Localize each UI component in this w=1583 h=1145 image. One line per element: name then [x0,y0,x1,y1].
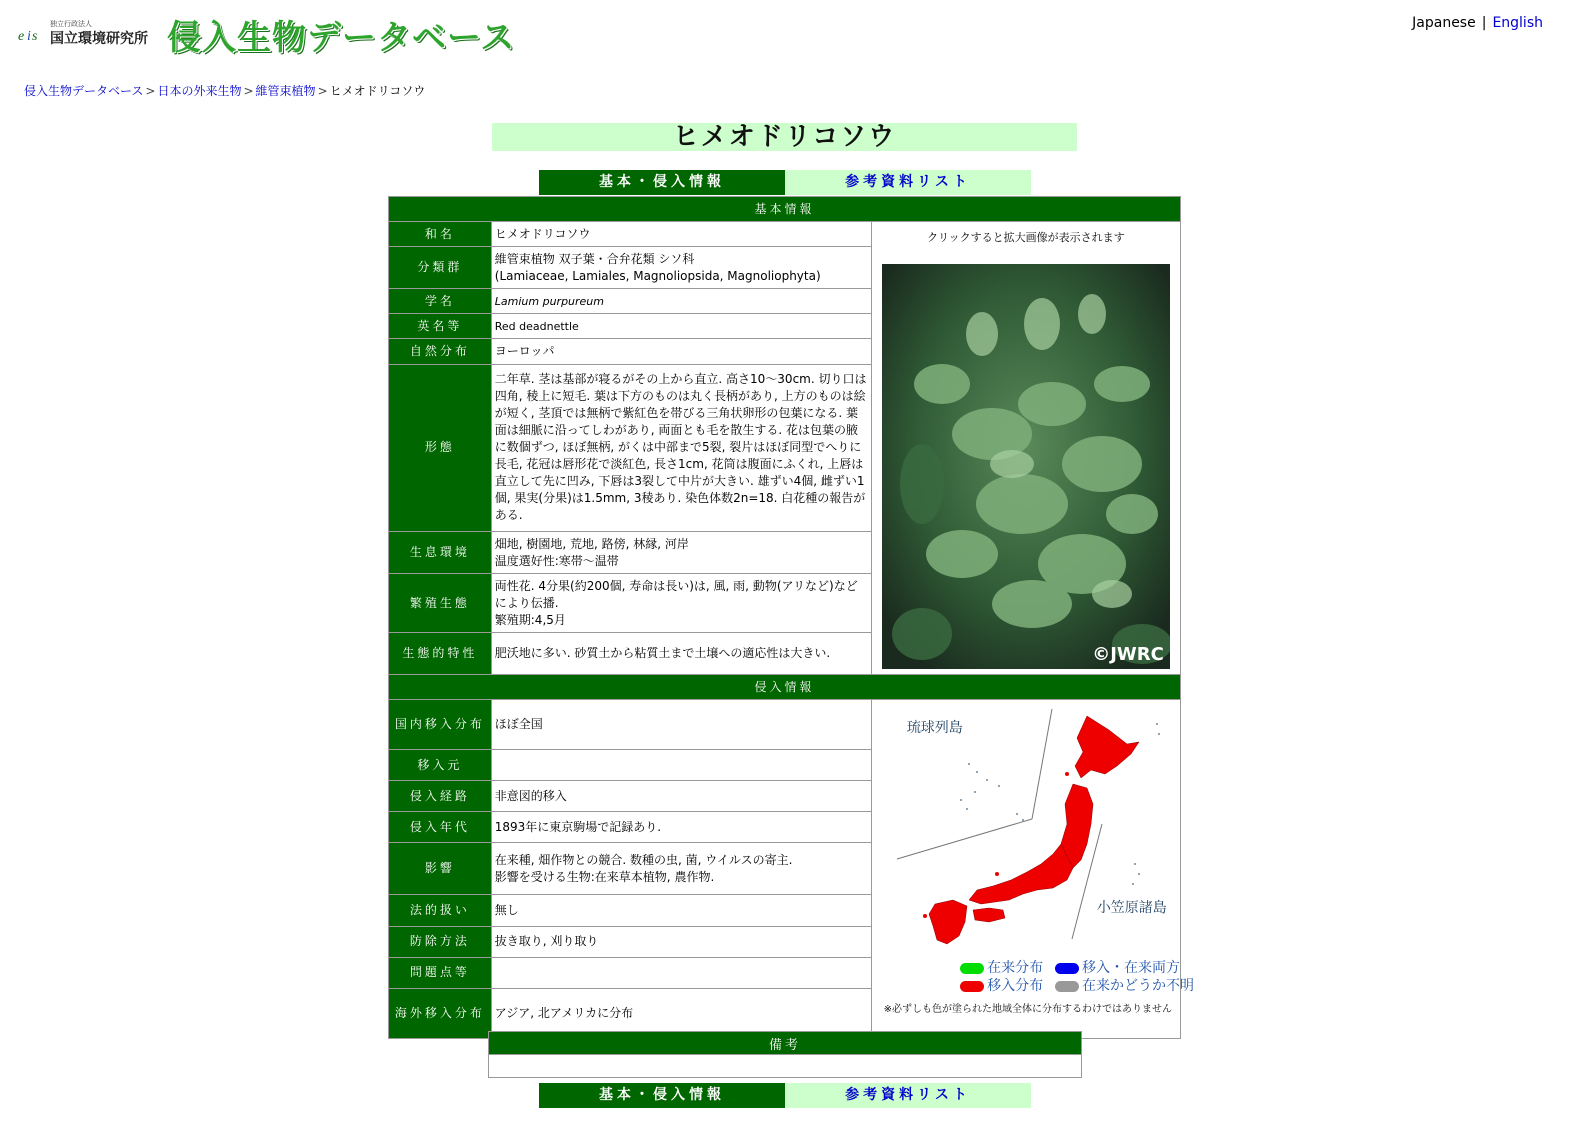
map-note: ※必ずしも色が塗られた地域全体に分布するわけではありません [883,1004,1172,1015]
label-natural-distribution: 自然分布 [389,339,492,364]
label-ecological-traits: 生態的特性 [389,632,492,674]
habitat-text: 畑地, 樹園地, 荒地, 路傍, 林縁, 河岸 [494,536,689,551]
language-switch [1412,15,1543,31]
label-habitat: 生息環境 [389,532,492,574]
value-invasion-pathway: 非意図的移入 [491,781,871,812]
section-header-remarks: 備考 [489,1032,1082,1055]
header [0,0,1583,70]
label-domestic-distribution: 国内移入分布 [389,700,492,750]
map-cell [871,700,1195,1039]
value-invasion-period: 1893年に東京駒場で記録あり. [491,812,871,843]
value-english-name: Red deadnettle [491,314,871,339]
breadcrumb-separator: > [243,84,254,98]
reproduction-text: 両性花. 4分果(約200個, 寿命は長い)は, 風, 雨, 動物(アリなど)などにより伝播. [494,578,858,610]
svg-text:e: e [18,29,25,43]
breadcrumb-link-alien-species[interactable]: 日本の外来生物 [157,84,242,98]
label-legal-status: 法的扱い [389,895,492,926]
value-issues [491,957,871,988]
legend-item-introduced [953,978,1051,995]
tab-reference-list[interactable]: 参考資料リスト [785,170,1031,195]
label-scientific-name: 学名 [389,289,492,314]
label-impact: 影響 [389,843,492,895]
impact-text: 在来種, 畑作物との競合. 数種の虫, 菌, ウイルスの寄主. [494,852,793,867]
breadcrumb [24,82,425,99]
breadcrumb-current: ヒメオドリコソウ [329,84,426,98]
legend-dot-blue [1055,963,1079,974]
taxon-group-japanese: 維管束植物 双子葉・合弁花類 シソ科 [494,251,695,266]
value-scientific-name: Lamium purpureum [491,289,871,314]
affected-organisms: 影響を受ける生物:在来草本植物, 農作物. [494,869,715,884]
breadcrumb-separator: > [317,84,328,98]
section-header-invasion-info: 侵入情報 [389,675,1181,700]
label-invasion-period: 侵入年代 [389,812,492,843]
svg-text:s: s [32,29,38,43]
breadcrumb-separator: > [145,84,156,98]
label-morphology: 形態 [389,364,492,532]
image-credit: ©JWRC [1092,644,1164,665]
photo-cell [871,222,1180,675]
section-header-basic-info: 基本情報 [389,197,1181,222]
nies-logo-icon [18,25,46,43]
legend-label-unknown: 在来かどうか不明 [1082,978,1195,994]
value-overseas-distribution: アジア, 北アメリカに分布 [491,989,871,1039]
tab-basic-invasion-info[interactable]: 基本・侵入情報 [539,170,785,195]
remarks-table [488,1031,1082,1078]
map-legend [923,960,1195,996]
value-domestic-distribution: ほぼ全国 [491,700,871,750]
map-label-ryukyu: 琉球列島 [906,720,963,736]
label-taxon-group: 分類群 [389,247,492,289]
value-control-methods: 抜き取り, 刈り取り [491,926,871,957]
distribution-map [877,704,1195,1034]
value-remarks [489,1055,1082,1078]
value-taxon-group [491,247,871,289]
lang-english-link[interactable]: English [1492,15,1543,31]
label-english-name: 英名等 [389,314,492,339]
value-ecological-traits: 肥沃地に多い. 砂質土から粘質土まで土壌への適応性は大きい. [491,632,871,674]
value-source-region [491,749,871,780]
legend-label-native: 在来分布 [987,960,1044,976]
legend-item-unknown [1055,978,1195,995]
value-habitat [491,532,871,574]
value-impact [491,843,871,895]
legend-label-both: 移入・在来両方 [1082,960,1181,976]
org-name: 国立環境研究所 [50,31,148,47]
legend-dot-gray [1055,981,1079,992]
label-reproduction: 繁殖生態 [389,574,492,633]
legend-item-both [1055,960,1181,977]
species-info-table [388,196,1195,1039]
label-japanese-name: 和名 [389,222,492,247]
svg-text:i: i [27,29,31,43]
label-issues: 問題点等 [389,957,492,988]
breadcrumb-link-database[interactable]: 侵入生物データベース [24,84,144,98]
tab-reference-list-bottom[interactable]: 参考資料リスト [785,1083,1031,1108]
value-legal-status: 無し [491,895,871,926]
value-morphology: 二年草. 茎は基部が寝るがその上から直立. 高さ10～30cm. 切り口は四角, 稜上に短毛. 葉は下方のものは丸く長柄があり, 上方のものは絵が短く, 茎頂では無柄で紫紅色を帯びる三角状卵形の包葉になる. 葉面は細脈に沿ってしわがあり, 両面とも毛を散生する. 花は包葉の腋に数個ずつ, ほぼ無柄, がくは中部まで5裂, 裂片はほぼ同型でへりに長毛, 花冠は唇形花で淡紅色, 長さ1cm, 花筒は腹面にふくれ, 上唇は直立して先に凹み, 下唇は3裂して中片が大きい. 雄ずい4個, 雌ずい1個, 果実(分果)は1.5mm, 3稜あり. 染色体数2n=18. 白花種の報告がある. [491,364,871,532]
legend-dot-green [960,963,984,974]
nies-logo[interactable] [18,19,152,47]
legend-label-introduced: 移入分布 [987,978,1044,994]
value-japanese-name: ヒメオドリコソウ [491,222,871,247]
legend-dot-red [960,981,984,992]
label-control-methods: 防除方法 [389,926,492,957]
temperature-preference: 温度選好性:寒帯～温帯 [494,553,619,568]
tab-basic-invasion-info-bottom[interactable]: 基本・侵入情報 [539,1083,785,1108]
image-caption: クリックすると拡大画像が表示されます [927,231,1125,244]
org-small-text: 独立行政法人 [50,20,92,28]
species-photo[interactable] [882,264,1170,669]
label-overseas-distribution: 海外移入分布 [389,989,492,1039]
species-photo-image [882,264,1170,669]
legend-item-native [953,960,1051,977]
tab-bar-bottom [539,1083,1031,1108]
tab-bar-top [539,170,1031,195]
lang-japanese[interactable]: Japanese [1412,15,1476,31]
breadcrumb-link-vascular-plants[interactable]: 維管束植物 [255,84,316,98]
site-title[interactable]: 侵入生物データベース [167,18,516,58]
species-title: ヒメオドリコソウ [492,123,1077,151]
map-label-ogasawara: 小笠原諸島 [1096,900,1167,916]
label-source-region: 移入元 [389,749,492,780]
label-invasion-pathway: 侵入経路 [389,781,492,812]
lang-separator: | [1481,15,1487,31]
breeding-season: 繁殖期:4,5月 [494,612,566,627]
value-natural-distribution: ヨーロッパ [491,339,871,364]
taxon-group-latin: (Lamiaceae, Lamiales, Magnoliopsida, Magnoliophyta) [494,268,821,283]
value-reproduction [491,574,871,633]
